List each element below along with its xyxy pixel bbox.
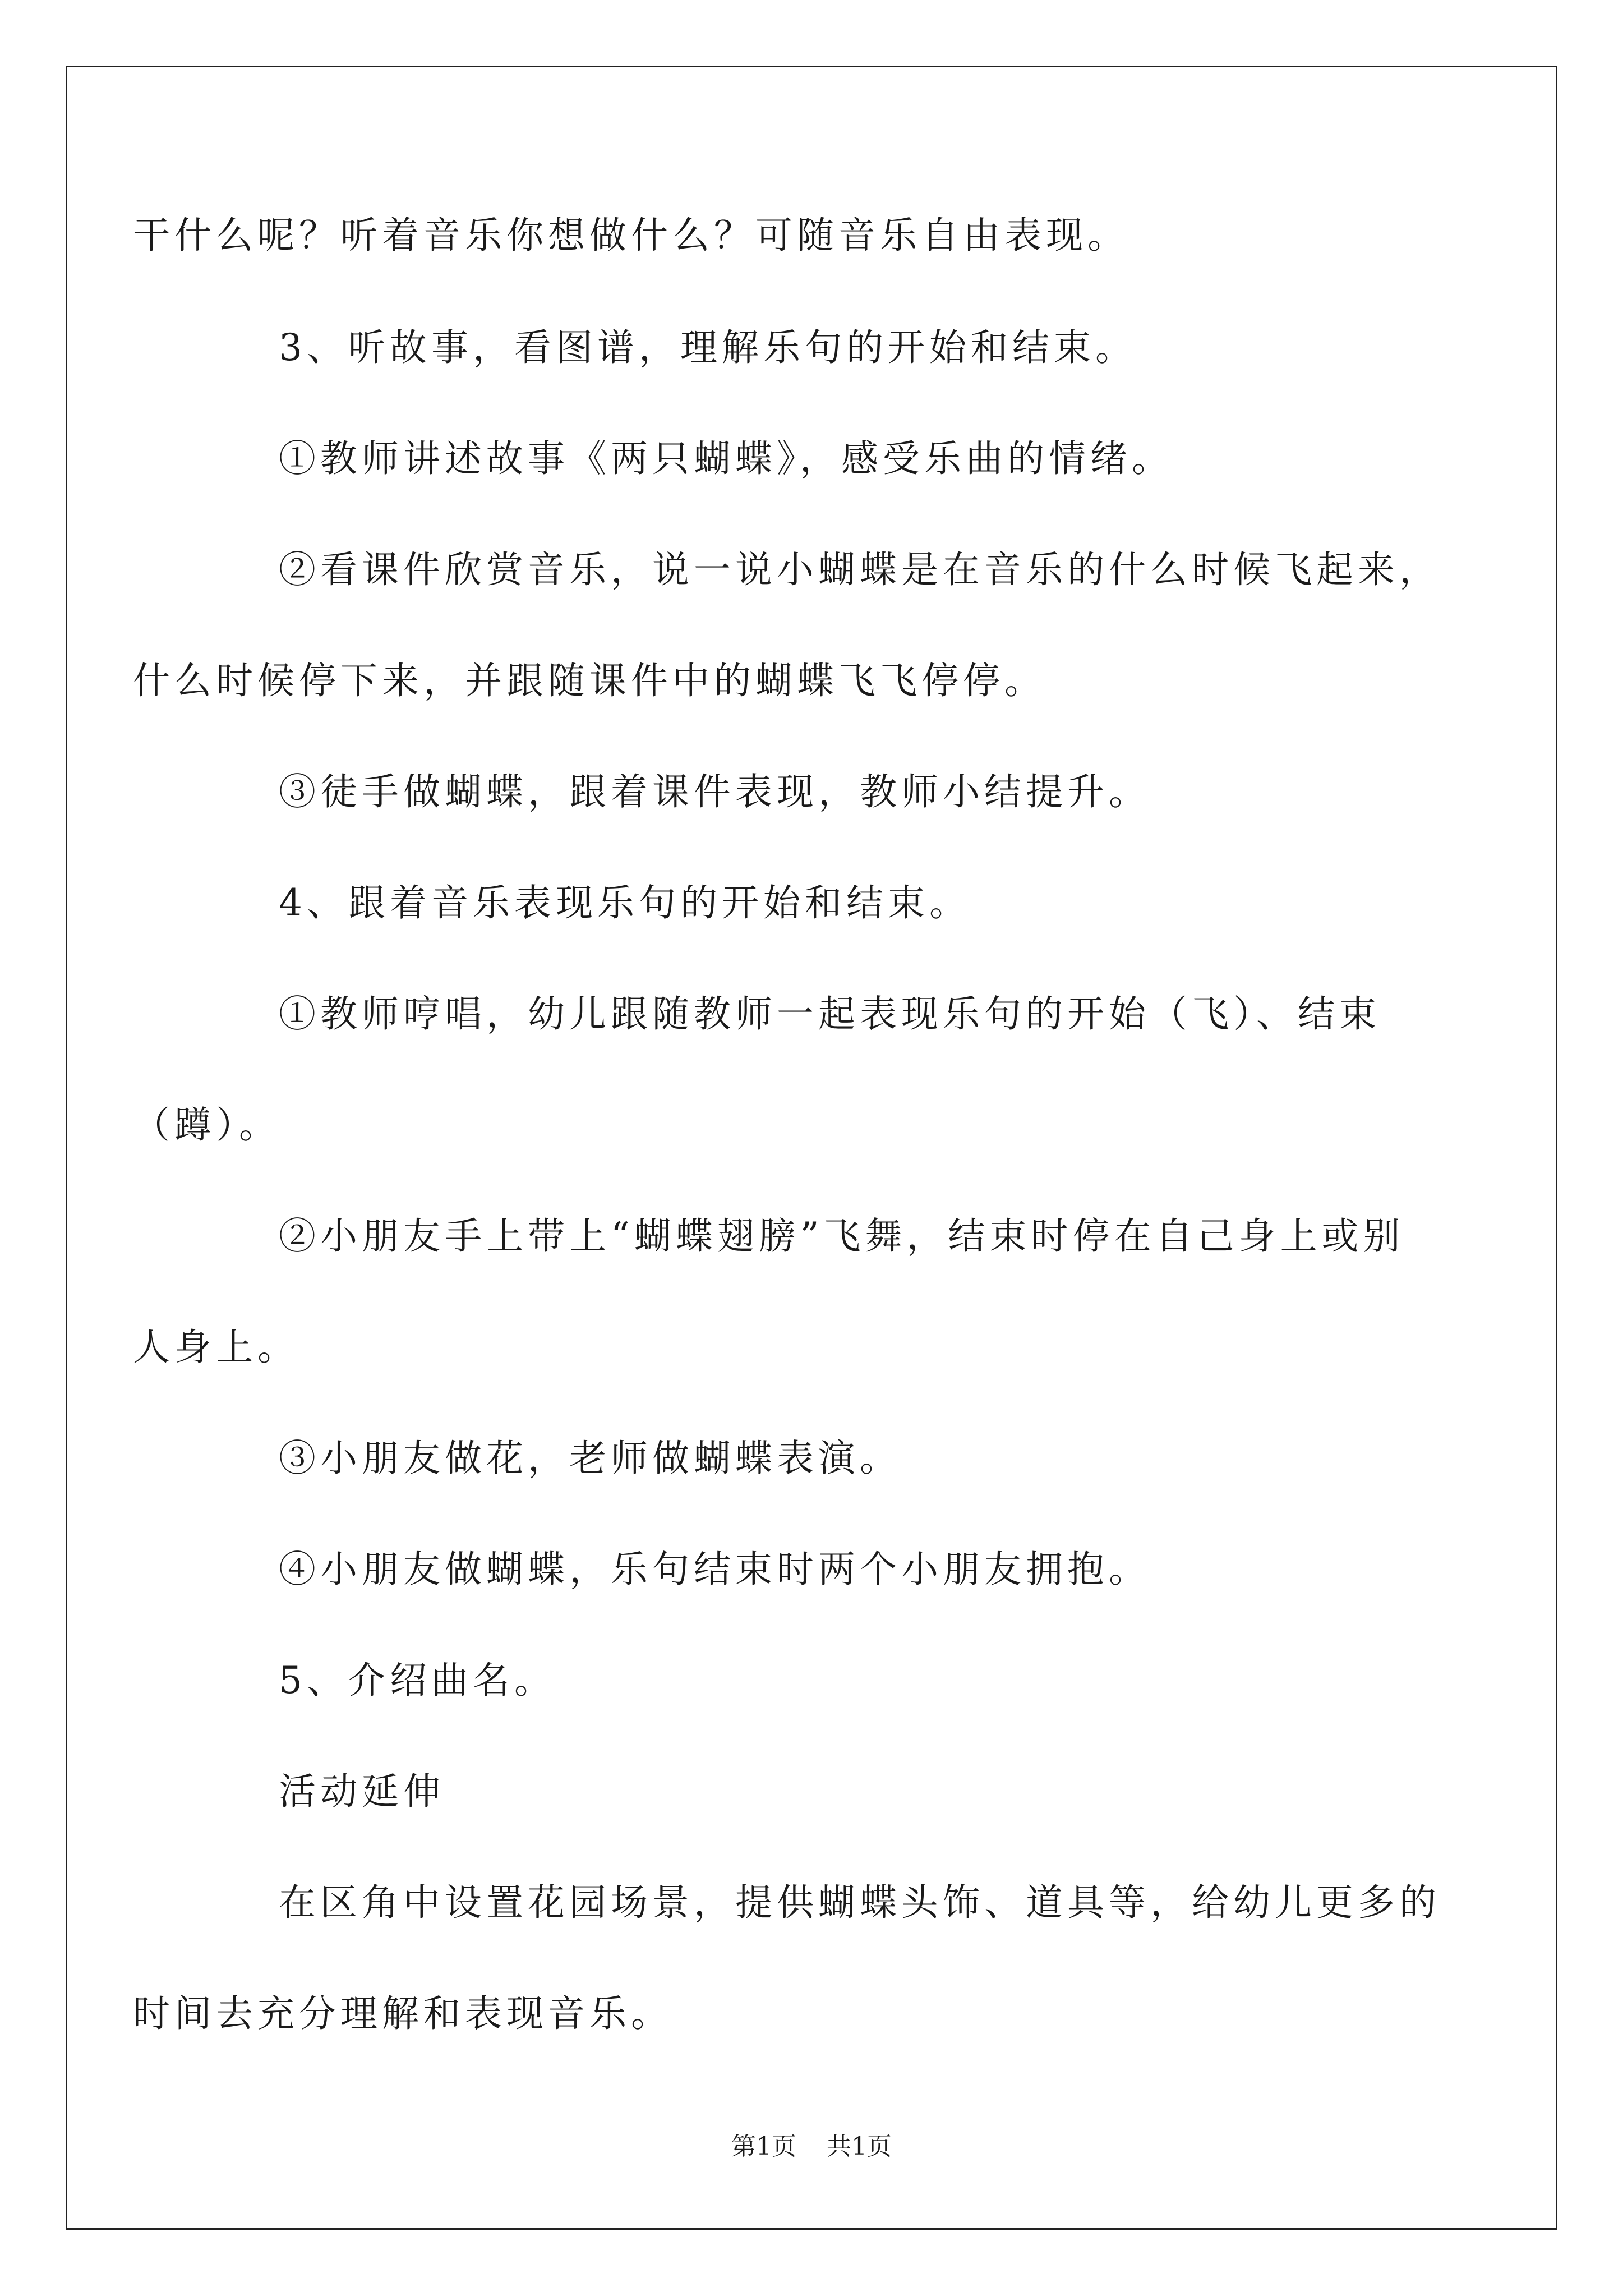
page-number-current: 第1页 — [731, 2132, 796, 2161]
text-line: ②小朋友手上带上“蝴蝶翅膀”飞舞，结束时停在自己身上或别 — [279, 1214, 1405, 1258]
text-line: （蹲）。 — [133, 1103, 280, 1147]
text-line: ①教师哼唱，幼儿跟随教师一起表现乐句的开始（飞）、结束 — [279, 992, 1381, 1036]
text-line: 干什么呢？听着音乐你想做什么？可随音乐自由表现。 — [133, 214, 1129, 257]
page-footer — [0, 2130, 1623, 2164]
text-line: ①教师讲述故事《两只蝴蝶》，感受乐曲的情绪。 — [279, 437, 1173, 480]
section-heading: 活动延伸 — [279, 1770, 445, 1813]
text-line: ④小朋友做蝴蝶，乐句结束时两个小朋友拥抱。 — [279, 1548, 1150, 1591]
text-line: ③徒手做蝴蝶，跟着课件表现，教师小结提升。 — [279, 770, 1150, 813]
text-line: 5、介绍曲名。 — [279, 1659, 556, 1702]
text-line: 时间去充分理解和表现音乐。 — [133, 1992, 672, 2035]
text-line: 什么时候停下来，并跟随课件中的蝴蝶飞飞停停。 — [133, 659, 1046, 702]
text-line: 在区角中设置花园场景，提供蝴蝶头饰、道具等，给幼儿更多的 — [279, 1881, 1441, 1924]
text-line: ②看课件欣赏音乐，说一说小蝴蝶是在音乐的什么时候飞起来， — [279, 548, 1441, 591]
text-line: 3、听故事，看图谱，理解乐句的开始和结束。 — [279, 326, 1137, 369]
page-number-total: 共1页 — [827, 2132, 892, 2161]
text-line: 4、跟着音乐表现乐句的开始和结束。 — [279, 881, 971, 924]
text-line: 人身上。 — [133, 1326, 299, 1369]
text-line: ③小朋友做花，老师做蝴蝶表演。 — [279, 1437, 901, 1480]
